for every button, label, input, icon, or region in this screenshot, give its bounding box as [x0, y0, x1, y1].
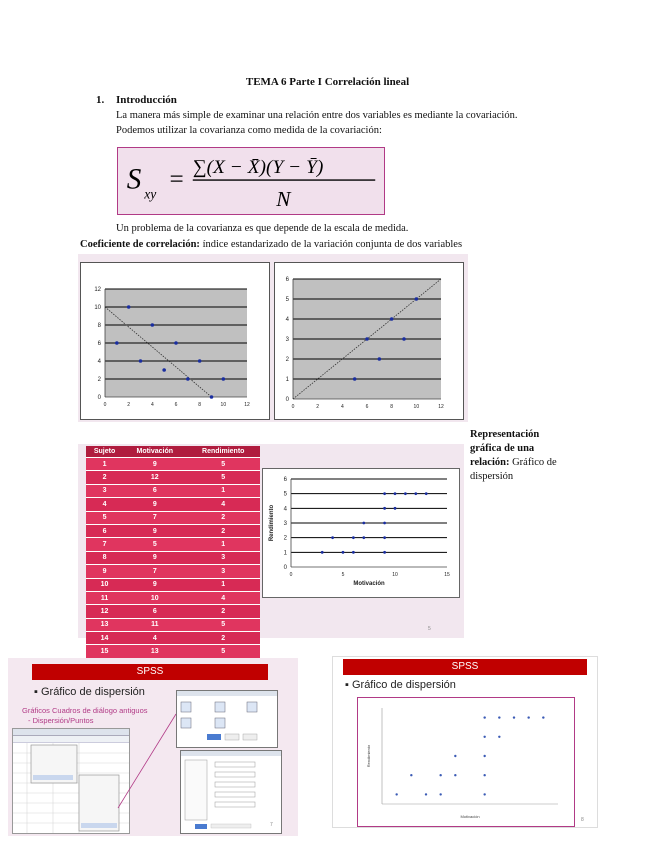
table-cell: 7	[123, 511, 186, 524]
slide-left-bullet: Gráfico de dispersión	[40, 686, 145, 698]
y-tick-label: 1	[283, 550, 287, 557]
x-tick-label: 12	[244, 402, 250, 408]
x-tick-label: 12	[438, 404, 444, 410]
data-point	[425, 492, 428, 495]
table-cell: 1	[186, 538, 260, 551]
y-tick-label: 3	[285, 337, 289, 343]
table-page-mark: 5	[428, 626, 431, 632]
table-cell: 11	[123, 618, 186, 631]
y-tick-label: 10	[94, 305, 101, 311]
x-tick-label: 8	[390, 404, 394, 410]
data-point	[439, 774, 441, 776]
slide-right-bar: SPSS	[343, 659, 587, 675]
table-header-1: Motivación	[123, 446, 186, 458]
table-row	[86, 484, 260, 497]
table-cell: 12	[123, 471, 186, 484]
table-cell: 13	[123, 645, 186, 658]
data-table-wrap	[86, 446, 260, 658]
data-point	[483, 736, 485, 738]
data-point	[331, 536, 334, 539]
rep-bold: Representación gráfica de una relación:	[470, 429, 540, 468]
data-point	[139, 359, 143, 363]
data-point	[513, 716, 515, 718]
data-point	[115, 341, 119, 345]
chart-motivacion-svg	[263, 469, 459, 597]
table-cell: 9	[123, 498, 186, 511]
data-point	[383, 536, 386, 539]
spss-dialog-thumb	[176, 690, 278, 748]
table-cell: 8	[86, 551, 123, 564]
table-cell: 5	[86, 511, 123, 524]
coef-text: índice estandarizado de la variación conjunta de dos variables	[199, 239, 463, 250]
formula-denominator: N	[276, 187, 291, 212]
y-tick-label: 0	[283, 565, 287, 571]
table-row	[86, 458, 260, 471]
table-cell: 9	[123, 551, 186, 564]
y-tick-label: 5	[283, 491, 287, 498]
data-point	[483, 793, 485, 795]
slide-right-bullet: Gráfico de dispersión	[351, 679, 456, 691]
section-title: Introducción	[116, 94, 177, 106]
table-cell: 4	[186, 498, 260, 511]
data-point	[454, 755, 456, 757]
slide-spss-left	[8, 658, 298, 836]
x-axis-label: Motivación	[460, 814, 480, 819]
chart-positive	[274, 262, 464, 420]
formula-lhs: S	[126, 163, 142, 196]
data-point	[394, 492, 397, 495]
table-row	[86, 524, 260, 537]
data-point	[383, 551, 386, 554]
data-point	[542, 716, 544, 718]
data-point	[321, 551, 324, 554]
y-tick-label: 6	[97, 341, 101, 347]
slide-left-page-mark: 7	[270, 822, 273, 828]
data-point	[415, 297, 419, 301]
data-point	[483, 716, 485, 718]
table-cell: 5	[123, 538, 186, 551]
table-cell: 6	[123, 605, 186, 618]
chart-negative	[80, 262, 270, 420]
table-cell: 9	[123, 578, 186, 591]
x-tick-label: 6	[174, 402, 178, 408]
table-row	[86, 618, 260, 631]
data-point	[483, 755, 485, 757]
slide-right-page-mark: 8	[581, 817, 584, 823]
table-cell: 10	[123, 591, 186, 604]
formula-svg	[118, 148, 384, 214]
slide-right-bullet-row: ▪ Gráfico de dispersión	[345, 679, 456, 691]
rep-text: Gráfico de dispersión	[470, 457, 557, 482]
table-header-0: Sujeto	[86, 446, 123, 458]
table-cell: 5	[186, 618, 260, 631]
data-point	[362, 522, 365, 525]
table-cell: 5	[186, 471, 260, 484]
table-row	[86, 498, 260, 511]
table-cell: 4	[123, 632, 186, 645]
intro-line-1: La manera más simple de examinar una relación entre dos variables es mediante la covariación.	[116, 110, 518, 121]
data-point	[198, 359, 202, 363]
data-point	[383, 492, 386, 495]
data-point	[127, 305, 131, 309]
slide-left-path-1: Gráficos Cuadros de diálogo antiguos	[22, 706, 148, 715]
slide-right-chart-svg	[358, 698, 571, 823]
section-number: 1.	[96, 94, 105, 106]
data-point	[404, 492, 407, 495]
data-point	[439, 793, 441, 795]
slide-right-chart-frame	[357, 697, 575, 827]
y-tick-label: 6	[285, 277, 289, 283]
table-cell: 7	[86, 538, 123, 551]
data-point	[365, 337, 369, 341]
table-cell: 2	[86, 471, 123, 484]
table-cell: 9	[86, 565, 123, 578]
table-row	[86, 551, 260, 564]
table-cell: 2	[186, 605, 260, 618]
y-tick-label: 0	[285, 397, 289, 403]
table-cell: 4	[186, 591, 260, 604]
x-tick-label: 0	[289, 572, 293, 578]
table-body	[86, 458, 260, 658]
y-tick-label: 2	[285, 357, 289, 363]
table-cell: 1	[86, 458, 123, 471]
x-tick-label: 15	[444, 572, 450, 578]
y-tick-label: 1	[285, 377, 289, 383]
spss-subdialog-thumb	[180, 750, 282, 834]
table-row	[86, 538, 260, 551]
data-point	[352, 551, 355, 554]
data-point	[394, 507, 397, 510]
table-cell: 7	[123, 565, 186, 578]
data-point	[222, 377, 226, 381]
table-cell: 2	[186, 524, 260, 537]
data-point	[454, 774, 456, 776]
y-tick-label: 3	[283, 521, 287, 527]
data-point	[186, 377, 190, 381]
y-axis-label: Rendimiento	[269, 504, 275, 542]
y-tick-label: 8	[97, 323, 101, 329]
y-tick-label: 4	[283, 506, 287, 513]
table-row	[86, 645, 260, 658]
x-tick-label: 10	[413, 404, 420, 410]
data-point	[390, 317, 394, 321]
table-cell: 3	[186, 565, 260, 578]
table-cell: 1	[186, 578, 260, 591]
x-tick-label: 4	[340, 404, 344, 410]
table-row	[86, 578, 260, 591]
y-tick-label: 12	[94, 287, 101, 293]
data-table	[86, 446, 260, 658]
y-tick-label: 2	[283, 535, 287, 542]
doc-title: TEMA 6 Parte I Correlación lineal	[245, 76, 410, 88]
table-cell: 14	[86, 632, 123, 645]
table-cell: 10	[86, 578, 123, 591]
y-tick-label: 2	[97, 377, 101, 383]
table-cell: 6	[123, 484, 186, 497]
data-point	[210, 395, 214, 399]
table-cell: 4	[86, 498, 123, 511]
data-point	[353, 377, 357, 381]
data-point	[352, 536, 355, 539]
table-cell: 1	[186, 484, 260, 497]
table-cell: 6	[86, 524, 123, 537]
data-point	[410, 774, 412, 776]
chart-positive-svg	[275, 263, 463, 419]
x-tick-label: 6	[365, 404, 369, 410]
table-row	[86, 471, 260, 484]
table-cell: 2	[186, 632, 260, 645]
covariance-formula	[117, 147, 385, 215]
x-tick-label: 2	[127, 402, 131, 408]
data-point	[425, 793, 427, 795]
x-tick-label: 0	[291, 404, 295, 410]
data-point	[174, 341, 178, 345]
table-cell: 13	[86, 618, 123, 631]
slide-left-path-2: - Dispersión/Puntos	[28, 716, 94, 725]
y-tick-label: 0	[97, 395, 101, 401]
data-point	[162, 368, 166, 372]
slide-spss-right	[332, 656, 598, 828]
x-tick-label: 4	[150, 402, 154, 408]
data-point	[362, 536, 365, 539]
coef-line	[80, 239, 462, 250]
table-row	[86, 605, 260, 618]
data-point	[383, 507, 386, 510]
table-cell: 5	[186, 645, 260, 658]
formula-numerator: ∑(X − X̄)(Y − Ȳ)	[192, 157, 324, 179]
data-point	[402, 337, 406, 341]
equals-sign: =	[169, 165, 184, 193]
subdialog-fields	[181, 756, 281, 832]
formula-lhs-sub: xy	[144, 186, 157, 202]
table-cell: 3	[186, 551, 260, 564]
table-header-2: Rendimiento	[186, 446, 260, 458]
y-tick-label: 5	[285, 297, 289, 303]
table-cell: 9	[123, 524, 186, 537]
intro-line-2: Podemos utilizar la covarianza como medida de la covariación:	[116, 125, 382, 136]
table-row	[86, 632, 260, 645]
data-point	[151, 323, 155, 327]
table-row	[86, 511, 260, 524]
y-tick-label: 6	[283, 477, 287, 483]
table-cell: 15	[86, 645, 123, 658]
table-row	[86, 565, 260, 578]
table-cell: 3	[86, 484, 123, 497]
chart-negative-svg	[81, 263, 269, 419]
table-row	[86, 591, 260, 604]
x-axis-label: Motivación	[353, 581, 385, 587]
data-point	[414, 492, 417, 495]
section-heading	[96, 94, 177, 106]
coef-label: Coeficiente de correlación:	[80, 239, 200, 250]
x-tick-label: 8	[198, 402, 202, 408]
x-tick-label: 2	[316, 404, 320, 410]
table-cell: 12	[86, 605, 123, 618]
x-tick-label: 0	[103, 402, 107, 408]
data-point	[498, 736, 500, 738]
data-point	[527, 716, 529, 718]
data-point	[342, 551, 345, 554]
x-tick-label: 10	[220, 402, 227, 408]
rep-caption	[470, 428, 570, 484]
x-tick-label: 10	[392, 572, 398, 578]
data-point	[483, 774, 485, 776]
y-tick-label: 4	[285, 317, 289, 323]
dialog-icons	[177, 696, 277, 746]
x-tick-label: 5	[341, 572, 345, 578]
problem-line: Un problema de la covarianza es que depende de la escala de medida.	[116, 223, 409, 234]
data-point	[395, 793, 397, 795]
chart-motivacion	[262, 468, 460, 598]
slide-left-bullet-row: ▪ Gráfico de dispersión	[34, 686, 145, 698]
data-point	[378, 357, 382, 361]
table-cell: 2	[186, 511, 260, 524]
slide-left-bar: SPSS	[32, 664, 268, 680]
y-tick-label: 4	[97, 359, 101, 365]
y-axis-label: Rendimiento	[366, 744, 371, 768]
table-cell: 11	[86, 591, 123, 604]
data-point	[498, 716, 500, 718]
table-cell: 5	[186, 458, 260, 471]
data-point	[383, 522, 386, 525]
table-header-row	[86, 446, 260, 458]
table-cell: 9	[123, 458, 186, 471]
